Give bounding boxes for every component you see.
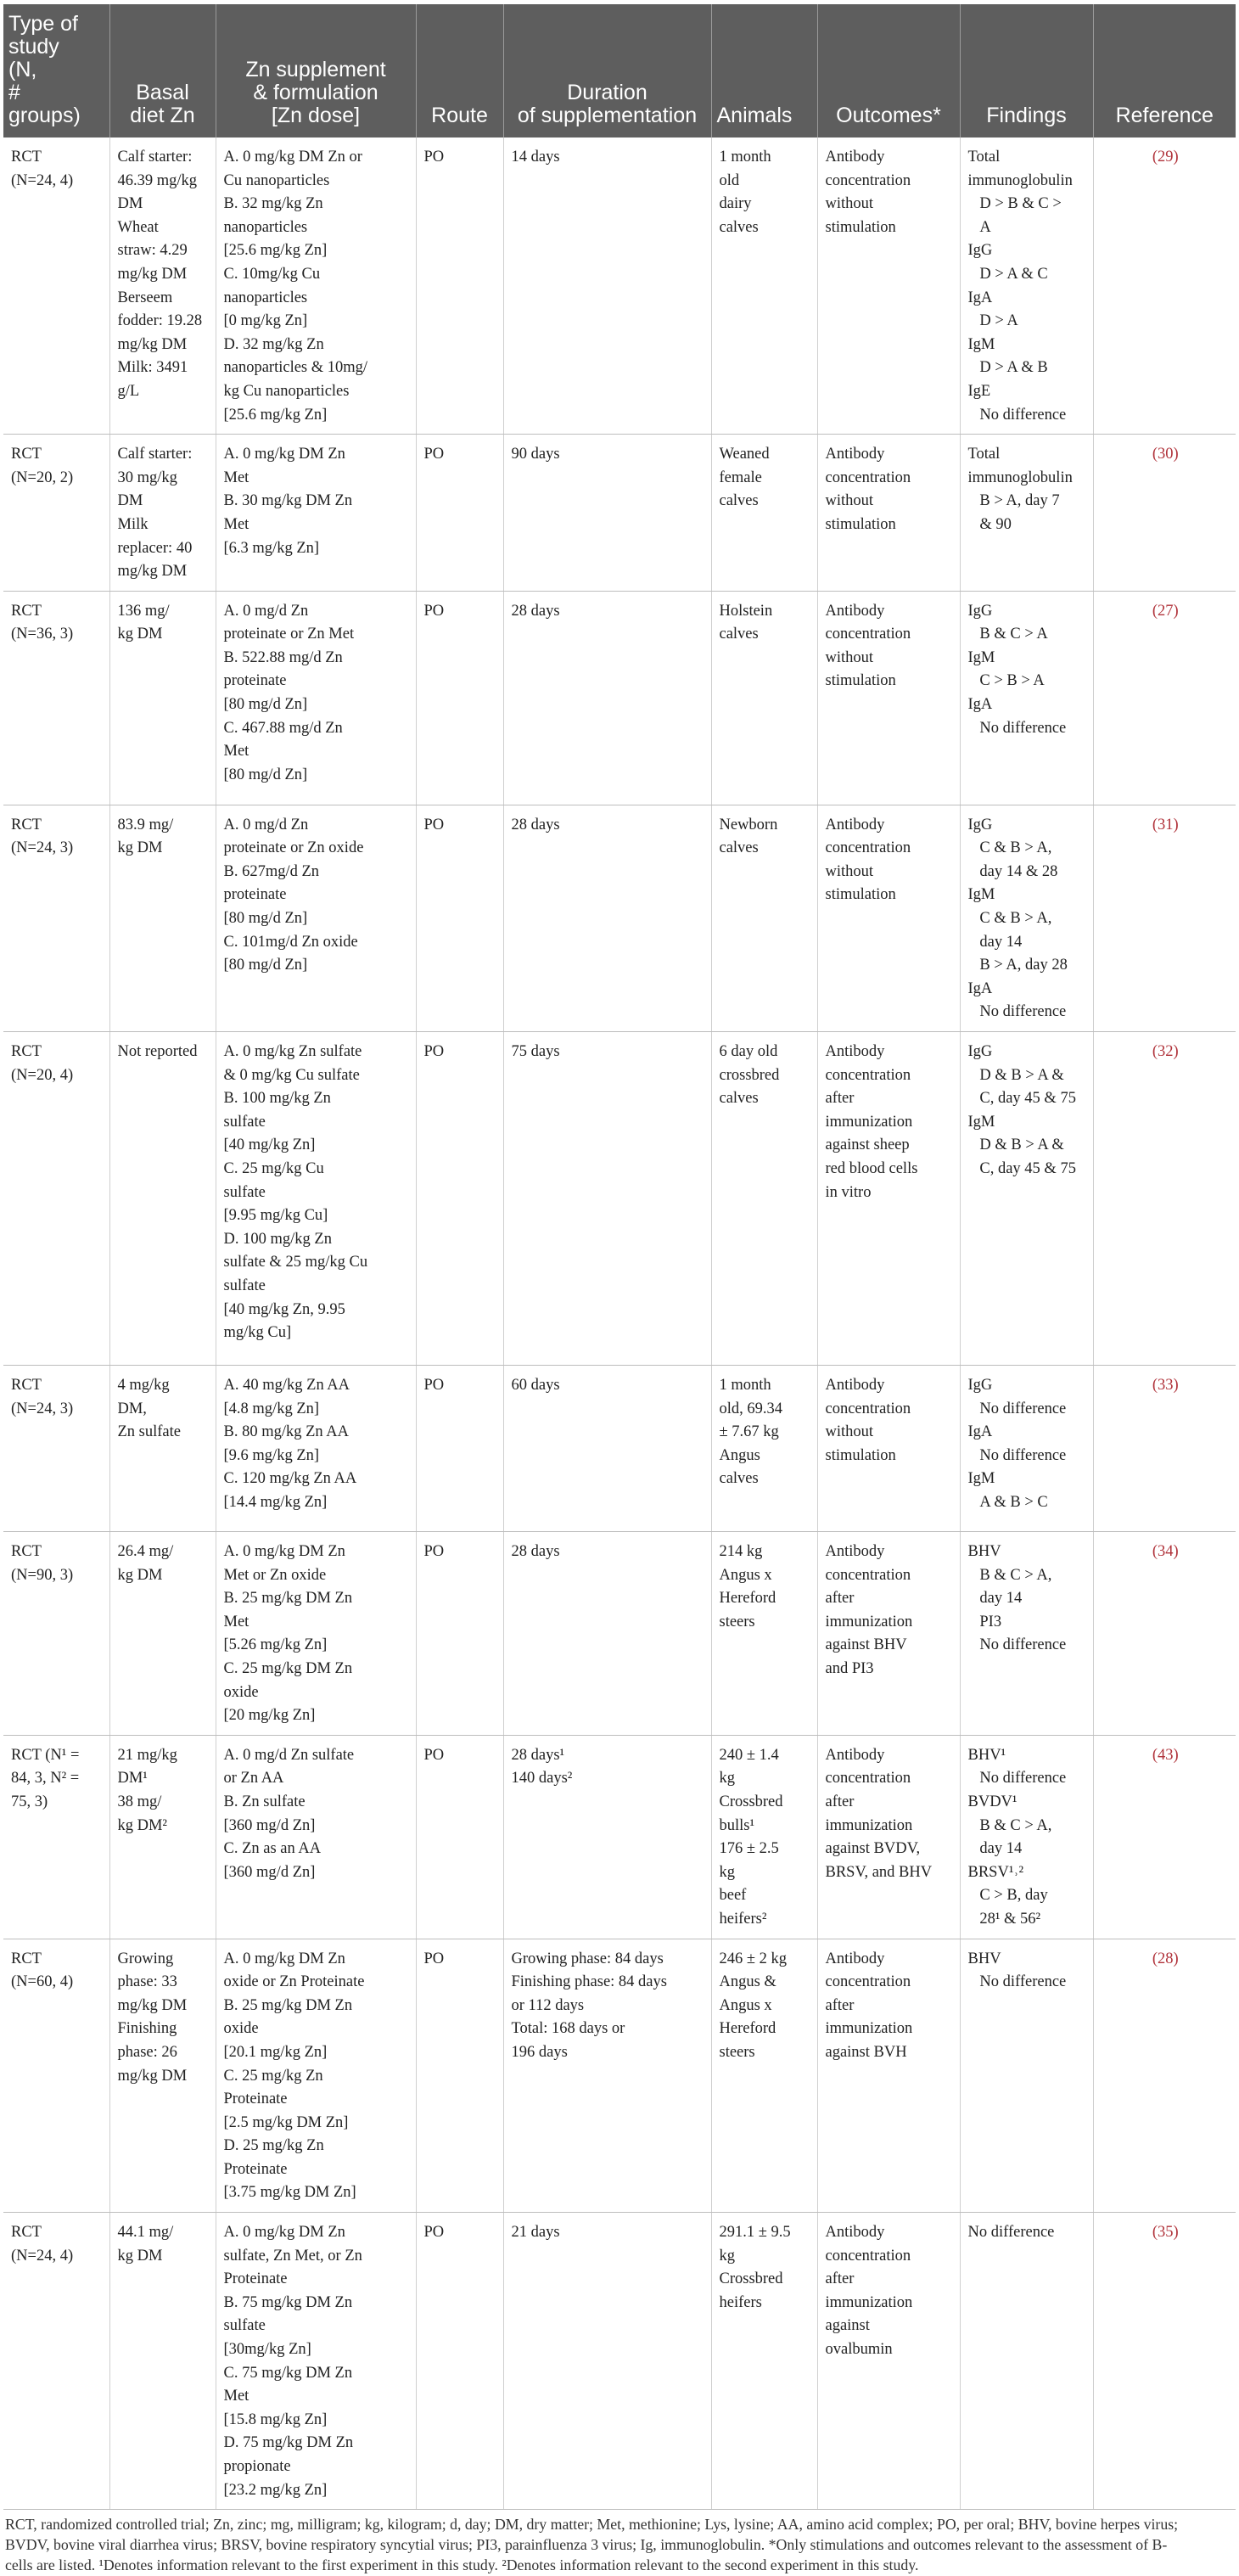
cell-text: 90 days [511, 446, 560, 463]
cell-text: Antibody concentration after immunization against sheep red blood cells in vitro [825, 1043, 918, 1201]
cell-text: RCT (N=24, 3) [11, 1377, 74, 1417]
cell-text: A. 0 mg/kg Zn sulfate & 0 mg/kg Cu sulfate B. 100 mg/kg Zn sulfate [40 mg/kg Zn] C. 25 mg/kg Cu sulfate [9.95 mg/kg Cu] D. 100 mg/kg Zn sulfate & 25 mg/kg Cu sulfate [40 mg/kg Zn, 9.95 mg/kg Cu] [223, 1043, 368, 1342]
cell-text: 28 days [511, 602, 560, 620]
cell-route [416, 1532, 503, 1736]
cell-animals [711, 1939, 817, 2213]
cell-findings [960, 1366, 1093, 1532]
cell-text: Antibody concentration after immunization against BHV and PI3 [825, 1543, 913, 1677]
cell-text: A. 0 mg/kg DM Zn oxide or Zn Proteinate B. 25 mg/kg DM Zn oxide [20.1 mg/kg Zn] C. 25 mg/kg Zn Proteinate [2.5 mg/kg DM Zn] D. 25 mg/kg Zn Proteinate [3.75 mg/kg DM Zn] [223, 1950, 365, 2202]
cell-animals [711, 1532, 817, 1736]
cell-findings [960, 1939, 1093, 2213]
cell-outcomes [817, 2213, 960, 2510]
cell-study-type [3, 1366, 109, 1532]
cell-text: BHV¹ No difference BVDV¹ B & C > A, day 14 BRSV¹˒² C > B, day 28¹ & 56² [967, 1746, 1067, 1928]
cell-text: 28 days [511, 1543, 560, 1561]
table-body [3, 137, 1236, 2510]
cell-text: RCT (N=24, 4) [11, 149, 74, 189]
cell-text: PO [423, 816, 445, 833]
footnote-line: cells are listed. ¹Denotes information relevant to the first experiment in this study. ²Denotes information relevant to the second experiment in this study. [5, 2556, 919, 2573]
footnote-line: BVDV, bovine viral diarrhea virus; BRSV, bovine respiratory syncytial virus; PI3, parainfluenza 3 virus; Ig, immunoglobulin. *Only stimulations and outcomes relevant to the assessment of B- [5, 2536, 1168, 2553]
table-row [3, 1032, 1236, 1366]
cell-findings [960, 1735, 1093, 1939]
cell-animals [711, 1366, 817, 1532]
reference-link[interactable]: (33) [1152, 1377, 1179, 1395]
cell-text: Weaned female calves [719, 446, 770, 510]
cell-outcomes [817, 1532, 960, 1736]
footnote-line: RCT, randomized controlled trial; Zn, zinc; mg, milligram; kg, kilogram; d, day; DM, dry matter; Met, methionine; Lys, lysine; AA, amino acid complex; PO, per oral; BHV, bovine herpes virus; [5, 2516, 1179, 2533]
cell-text: 83.9 mg/ kg DM [117, 816, 174, 857]
cell-text: RCT (N=90, 3) [11, 1543, 74, 1584]
cell-findings [960, 137, 1093, 435]
cell-basal-diet [109, 805, 216, 1031]
cell-text: A. 0 mg/kg DM Zn or Cu nanoparticles B. 32 mg/kg Zn nanoparticles [25.6 mg/kg Zn] C. 10mg/kg Cu nanoparticles [0 mg/kg Zn] D. 32 mg/kg Zn nanoparticles & 10mg/ kg Cu nanoparticles [25.6 mg/kg Zn] [223, 149, 368, 424]
cell-text: 291.1 ± 9.5 kg Crossbred heifers [719, 2224, 791, 2311]
cell-findings [960, 1032, 1093, 1366]
cell-study-type [3, 2213, 109, 2510]
reference-link[interactable]: (31) [1152, 816, 1179, 833]
cell-findings [960, 805, 1093, 1031]
cell-text: A. 0 mg/d Zn sulfate or Zn AA B. Zn sulfate [360 mg/d Zn] C. Zn as an AA [360 mg/d Zn] [223, 1746, 355, 1881]
cell-supplement [216, 435, 416, 592]
cell-text: Total immunoglobulin B > A, day 7 & 90 [967, 446, 1073, 533]
table-row [3, 435, 1236, 592]
cell-text: RCT (N=36, 3) [11, 602, 74, 643]
cell-text: 21 mg/kg DM¹ 38 mg/ kg DM² [117, 1746, 177, 1834]
cell-duration [503, 435, 711, 592]
cell-outcomes [817, 1366, 960, 1532]
cell-text: RCT (N=20, 2) [11, 446, 74, 486]
table-row [3, 2213, 1236, 2510]
reference-link[interactable]: (35) [1152, 2224, 1179, 2242]
cell-outcomes [817, 435, 960, 592]
cell-text: RCT (N=24, 4) [11, 2224, 74, 2265]
cell-text: Antibody concentration after immunization against ovalbumin [825, 2224, 913, 2359]
cell-text: 21 days [511, 2224, 560, 2242]
cell-text: Total immunoglobulin D > B & C > A IgG D > A & C IgA D > A IgM D > A & B IgE No difference [967, 149, 1073, 424]
cell-animals [711, 435, 817, 592]
cell-text: 6 day old crossbred calves [719, 1043, 780, 1108]
cell-text: A. 0 mg/kg DM Zn Met B. 30 mg/kg DM Zn Met [6.3 mg/kg Zn] [223, 446, 353, 557]
cell-outcomes [817, 591, 960, 805]
cell-text: 28 days [511, 816, 560, 833]
cell-animals [711, 1735, 817, 1939]
cell-text: Growing phase: 84 days Finishing phase: 84 days or 112 days Total: 168 days or 196 days [511, 1950, 667, 2061]
cell-text: IgG C & B > A, day 14 & 28 IgM C & B > A, day 14 B > A, day 28 IgA No difference [967, 816, 1068, 1021]
table-footnote [5, 2514, 1234, 2575]
header-outcomes: Outcomes* [817, 4, 960, 137]
cell-text: PO [423, 1377, 445, 1395]
cell-text: Calf starter: 46.39 mg/kg DM Wheat straw: 4.29 mg/kg DM Berseem fodder: 19.28 mg/kg DM Milk: 3491 g/L [117, 149, 203, 400]
cell-text: RCT (N=20, 4) [11, 1043, 74, 1084]
cell-reference[interactable] [1093, 1939, 1236, 2213]
cell-text: PO [423, 1950, 445, 1967]
cell-text: A. 0 mg/d Zn proteinate or Zn oxide B. 627mg/d Zn proteinate [80 mg/d Zn] C. 101mg/d Zn oxide [80 mg/d Zn] [223, 816, 364, 974]
cell-reference[interactable] [1093, 2213, 1236, 2510]
cell-supplement [216, 1735, 416, 1939]
cell-supplement [216, 2213, 416, 2510]
cell-study-type [3, 591, 109, 805]
cell-route [416, 1735, 503, 1939]
cell-text: Antibody concentration without stimulation [825, 602, 911, 690]
cell-text: Holstein calves [719, 602, 773, 643]
cell-reference[interactable] [1093, 137, 1236, 435]
cell-text: PO [423, 1746, 445, 1764]
cell-route [416, 1032, 503, 1366]
cell-supplement [216, 1939, 416, 2213]
reference-link[interactable]: (28) [1152, 1950, 1179, 1967]
cell-text: A. 0 mg/d Zn proteinate or Zn Met B. 522.88 mg/d Zn proteinate [80 mg/d Zn] C. 467.88 mg/d Zn Met [80 mg/d Zn] [223, 602, 355, 783]
table-container [3, 4, 1236, 2510]
table-row [3, 591, 1236, 805]
cell-basal-diet [109, 1366, 216, 1532]
table-row [3, 1532, 1236, 1736]
cell-text: PO [423, 1043, 445, 1061]
reference-link[interactable]: (29) [1152, 149, 1179, 166]
table-row [3, 1939, 1236, 2213]
header-basal-diet-zn: Basal diet Zn [109, 4, 216, 137]
cell-study-type [3, 1735, 109, 1939]
reference-link[interactable]: (43) [1152, 1746, 1179, 1764]
header-type-of-study: Type of study (N, # groups) [3, 4, 109, 137]
cell-text: 26.4 mg/ kg DM [117, 1543, 174, 1584]
cell-findings [960, 435, 1093, 592]
cell-basal-diet [109, 1735, 216, 1939]
cell-route [416, 435, 503, 592]
table-row [3, 805, 1236, 1031]
cell-text: 14 days [511, 149, 560, 166]
cell-text: IgG B & C > A IgM C > B > A IgA No difference [967, 602, 1067, 737]
header-zn-supplement: Zn supplement & formulation [Zn dose] [216, 4, 416, 137]
header-route: Route [416, 4, 503, 137]
cell-route [416, 591, 503, 805]
header-duration: Duration of supplementation [503, 4, 711, 137]
cell-findings [960, 1532, 1093, 1736]
cell-reference[interactable] [1093, 1366, 1236, 1532]
reference-link[interactable]: (34) [1152, 1543, 1179, 1561]
cell-outcomes [817, 1032, 960, 1366]
cell-supplement [216, 591, 416, 805]
cell-duration [503, 1032, 711, 1366]
cell-text: Calf starter: 30 mg/kg DM Milk replacer: 40 mg/kg DM [117, 446, 193, 581]
cell-basal-diet [109, 137, 216, 435]
cell-reference[interactable] [1093, 1532, 1236, 1736]
cell-supplement [216, 1366, 416, 1532]
cell-reference[interactable] [1093, 1032, 1236, 1366]
header-reference: Reference [1093, 4, 1236, 137]
cell-text: Antibody concentration after immunization against BVH [825, 1950, 913, 2061]
cell-text: Antibody concentration after immunization against BVDV, BRSV, and BHV [825, 1746, 933, 1881]
cell-text: Antibody concentration without stimulation [825, 446, 911, 533]
cell-text: A. 0 mg/kg DM Zn sulfate, Zn Met, or Zn Proteinate B. 75 mg/kg DM Zn sulfate [30mg/kg Zn] C. 75 mg/kg DM Zn Met [15.8 mg/kg Zn] D. 75 mg/kg DM Zn propionate [23.2 mg/kg Zn] [223, 2224, 362, 2499]
cell-outcomes [817, 1735, 960, 1939]
cell-findings [960, 2213, 1093, 2510]
cell-reference[interactable] [1093, 591, 1236, 805]
cell-text: 28 days¹ 140 days² [511, 1746, 573, 1787]
cell-basal-diet [109, 2213, 216, 2510]
cell-findings [960, 591, 1093, 805]
cell-text: Growing phase: 33 mg/kg DM Finishing phase: 26 mg/kg DM [117, 1950, 188, 2085]
reference-link[interactable]: (32) [1152, 1043, 1179, 1061]
cell-study-type [3, 1939, 109, 2213]
cell-route [416, 1366, 503, 1532]
cell-duration [503, 1532, 711, 1736]
cell-animals [711, 137, 817, 435]
cell-text: Antibody concentration without stimulation [825, 1377, 911, 1464]
cell-text: RCT (N=60, 4) [11, 1950, 74, 1991]
cell-study-type [3, 435, 109, 592]
cell-basal-diet [109, 435, 216, 592]
cell-animals [711, 805, 817, 1031]
cell-duration [503, 1366, 711, 1532]
cell-text: PO [423, 602, 445, 620]
cell-text: 1 month old, 69.34 ± 7.67 kg Angus calves [719, 1377, 783, 1488]
cell-duration [503, 591, 711, 805]
cell-duration [503, 1939, 711, 2213]
cell-text: PO [423, 1543, 445, 1561]
cell-route [416, 805, 503, 1031]
cell-text: 60 days [511, 1377, 560, 1395]
cell-text: BHV No difference [967, 1950, 1067, 1991]
cell-animals [711, 1032, 817, 1366]
cell-supplement [216, 805, 416, 1031]
cell-basal-diet [109, 591, 216, 805]
cell-text: 136 mg/ kg DM [117, 602, 170, 643]
cell-text: 246 ± 2 kg Angus & Angus x Hereford steers [719, 1950, 788, 2061]
cell-text: Newborn calves [719, 816, 778, 857]
reference-link[interactable]: (30) [1152, 446, 1179, 463]
cell-supplement [216, 1532, 416, 1736]
cell-text: 214 kg Angus x Hereford steers [719, 1543, 776, 1630]
cell-text: 4 mg/kg DM, Zn sulfate [117, 1377, 181, 1441]
cell-text: IgG D & B > A & C, day 45 & 75 IgM D & B > A & C, day 45 & 75 [967, 1043, 1076, 1177]
cell-text: RCT (N=24, 3) [11, 816, 74, 857]
cell-text: PO [423, 446, 445, 463]
header-findings: Findings [960, 4, 1093, 137]
table-row [3, 1366, 1236, 1532]
cell-outcomes [817, 805, 960, 1031]
cell-supplement [216, 1032, 416, 1366]
cell-route [416, 2213, 503, 2510]
cell-text: BHV B & C > A, day 14 PI3 No difference [967, 1543, 1067, 1654]
cell-study-type [3, 1032, 109, 1366]
cell-study-type [3, 1532, 109, 1736]
cell-reference[interactable] [1093, 805, 1236, 1031]
table-row [3, 137, 1236, 435]
cell-supplement [216, 137, 416, 435]
cell-animals [711, 2213, 817, 2510]
cell-reference[interactable] [1093, 435, 1236, 592]
cell-duration [503, 137, 711, 435]
header-row [3, 4, 1236, 137]
cell-animals [711, 591, 817, 805]
cell-route [416, 137, 503, 435]
cell-text: 44.1 mg/ kg DM [117, 2224, 174, 2265]
cell-text: A. 40 mg/kg Zn AA [4.8 mg/kg Zn] B. 80 mg/kg Zn AA [9.6 mg/kg Zn] C. 120 mg/kg Zn AA [14.4 mg/kg Zn] [223, 1377, 357, 1511]
cell-basal-diet [109, 1939, 216, 2213]
cell-basal-diet [109, 1532, 216, 1736]
cell-text: PO [423, 149, 445, 166]
zinc-supplement-table [3, 4, 1236, 2510]
cell-duration [503, 1735, 711, 1939]
cell-text: 75 days [511, 1043, 560, 1061]
cell-text: Antibody concentration without stimulation [825, 149, 911, 236]
cell-text: Antibody concentration without stimulation [825, 816, 911, 904]
cell-text: 240 ± 1.4 kg Crossbred bulls¹ 176 ± 2.5 kg beef heifers² [719, 1746, 783, 1928]
cell-text: PO [423, 2224, 445, 2242]
cell-text: 1 month old dairy calves [719, 149, 771, 236]
cell-text: IgG No difference IgA No difference IgM A & B > C [967, 1377, 1067, 1511]
cell-text: A. 0 mg/kg DM Zn Met or Zn oxide B. 25 mg/kg DM Zn Met [5.26 mg/kg Zn] C. 25 mg/kg DM Zn oxide [20 mg/kg Zn] [223, 1543, 353, 1725]
cell-text: No difference [967, 2224, 1055, 2242]
table-row [3, 1735, 1236, 1939]
cell-text: RCT (N¹ = 84, 3, N² = 75, 3) [11, 1746, 80, 1810]
cell-reference[interactable] [1093, 1735, 1236, 1939]
reference-link[interactable]: (27) [1152, 602, 1179, 620]
cell-outcomes [817, 137, 960, 435]
cell-duration [503, 2213, 711, 2510]
cell-study-type [3, 137, 109, 435]
cell-outcomes [817, 1939, 960, 2213]
cell-route [416, 1939, 503, 2213]
cell-text: Not reported [117, 1043, 198, 1061]
cell-duration [503, 805, 711, 1031]
cell-study-type [3, 805, 109, 1031]
cell-basal-diet [109, 1032, 216, 1366]
header-animals: Animals [711, 4, 817, 137]
